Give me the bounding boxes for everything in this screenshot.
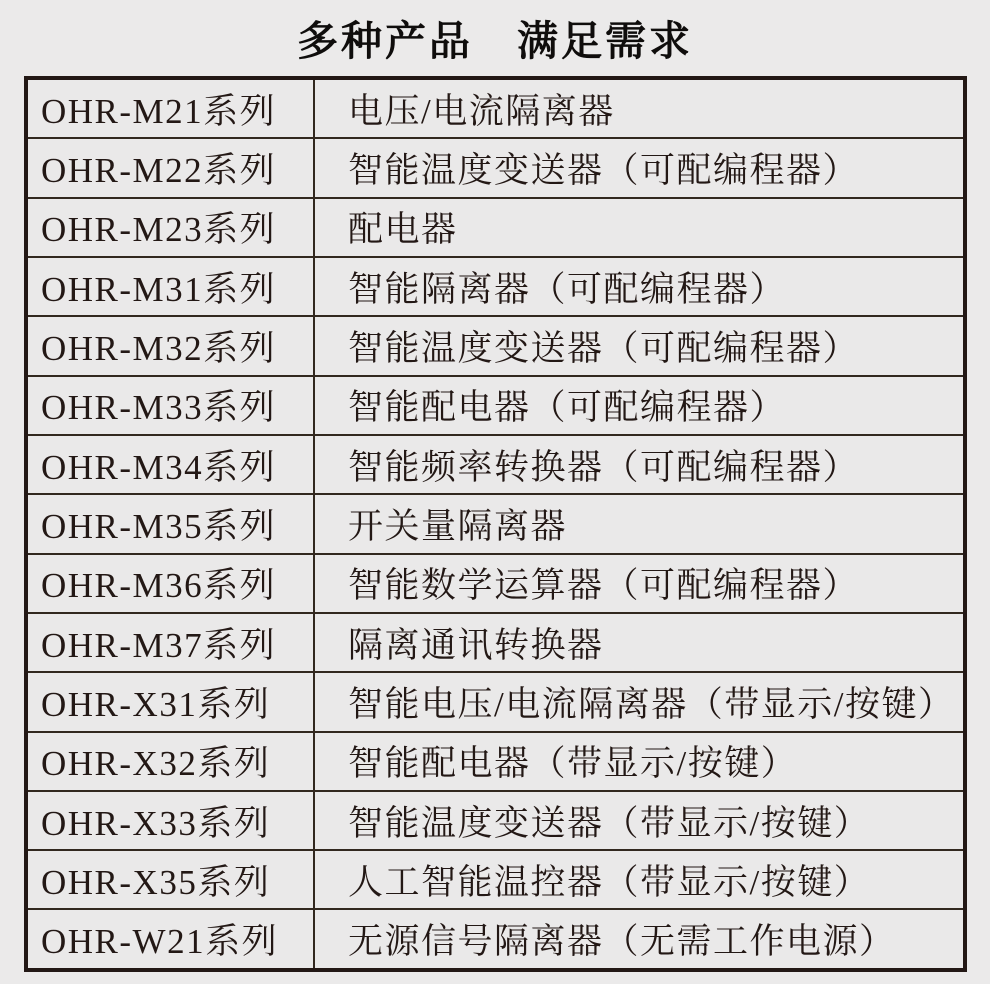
description-cell: 智能配电器（带显示/按键）	[314, 732, 965, 791]
description-cell: 隔离通讯转换器	[314, 613, 965, 672]
description-cell: 智能电压/电流隔离器（带显示/按键）	[314, 672, 965, 731]
series-cell: OHR-M33系列	[26, 376, 314, 435]
series-cell: OHR-X32系列	[26, 732, 314, 791]
series-cell: OHR-M34系列	[26, 435, 314, 494]
series-cell: OHR-X33系列	[26, 791, 314, 850]
table-row	[26, 732, 965, 791]
table-row	[26, 257, 965, 316]
series-cell: OHR-X31系列	[26, 672, 314, 731]
table-row	[26, 198, 965, 257]
page-title: 多种产品 满足需求	[297, 17, 693, 65]
table-row	[26, 316, 965, 375]
description-cell: 智能配电器（可配编程器）	[314, 376, 965, 435]
product-table-body	[26, 78, 965, 970]
description-cell: 配电器	[314, 198, 965, 257]
table-row	[26, 791, 965, 850]
table-row	[26, 138, 965, 197]
series-cell: OHR-X35系列	[26, 850, 314, 909]
series-cell: OHR-M22系列	[26, 138, 314, 197]
description-cell: 智能温度变送器（带显示/按键）	[314, 791, 965, 850]
table-row	[26, 78, 965, 138]
description-cell: 智能频率转换器（可配编程器）	[314, 435, 965, 494]
table-row	[26, 376, 965, 435]
series-cell: OHR-M36系列	[26, 554, 314, 613]
description-cell: 人工智能温控器（带显示/按键）	[314, 850, 965, 909]
description-cell: 智能数学运算器（可配编程器）	[314, 554, 965, 613]
table-row	[26, 909, 965, 970]
description-cell: 电压/电流隔离器	[314, 78, 965, 138]
series-cell: OHR-M21系列	[26, 78, 314, 138]
series-cell: OHR-M35系列	[26, 494, 314, 553]
table-row	[26, 672, 965, 731]
series-cell: OHR-M31系列	[26, 257, 314, 316]
description-cell: 开关量隔离器	[314, 494, 965, 553]
table-row	[26, 494, 965, 553]
description-cell: 智能温度变送器（可配编程器）	[314, 138, 965, 197]
table-row	[26, 435, 965, 494]
series-cell: OHR-M37系列	[26, 613, 314, 672]
series-cell: OHR-M23系列	[26, 198, 314, 257]
description-cell: 智能隔离器（可配编程器）	[314, 257, 965, 316]
description-cell: 智能温度变送器（可配编程器）	[314, 316, 965, 375]
series-cell: OHR-M32系列	[26, 316, 314, 375]
series-cell: OHR-W21系列	[26, 909, 314, 970]
description-cell: 无源信号隔离器（无需工作电源）	[314, 909, 965, 970]
table-row	[26, 554, 965, 613]
product-table	[24, 76, 967, 972]
table-row	[26, 613, 965, 672]
table-row	[26, 850, 965, 909]
